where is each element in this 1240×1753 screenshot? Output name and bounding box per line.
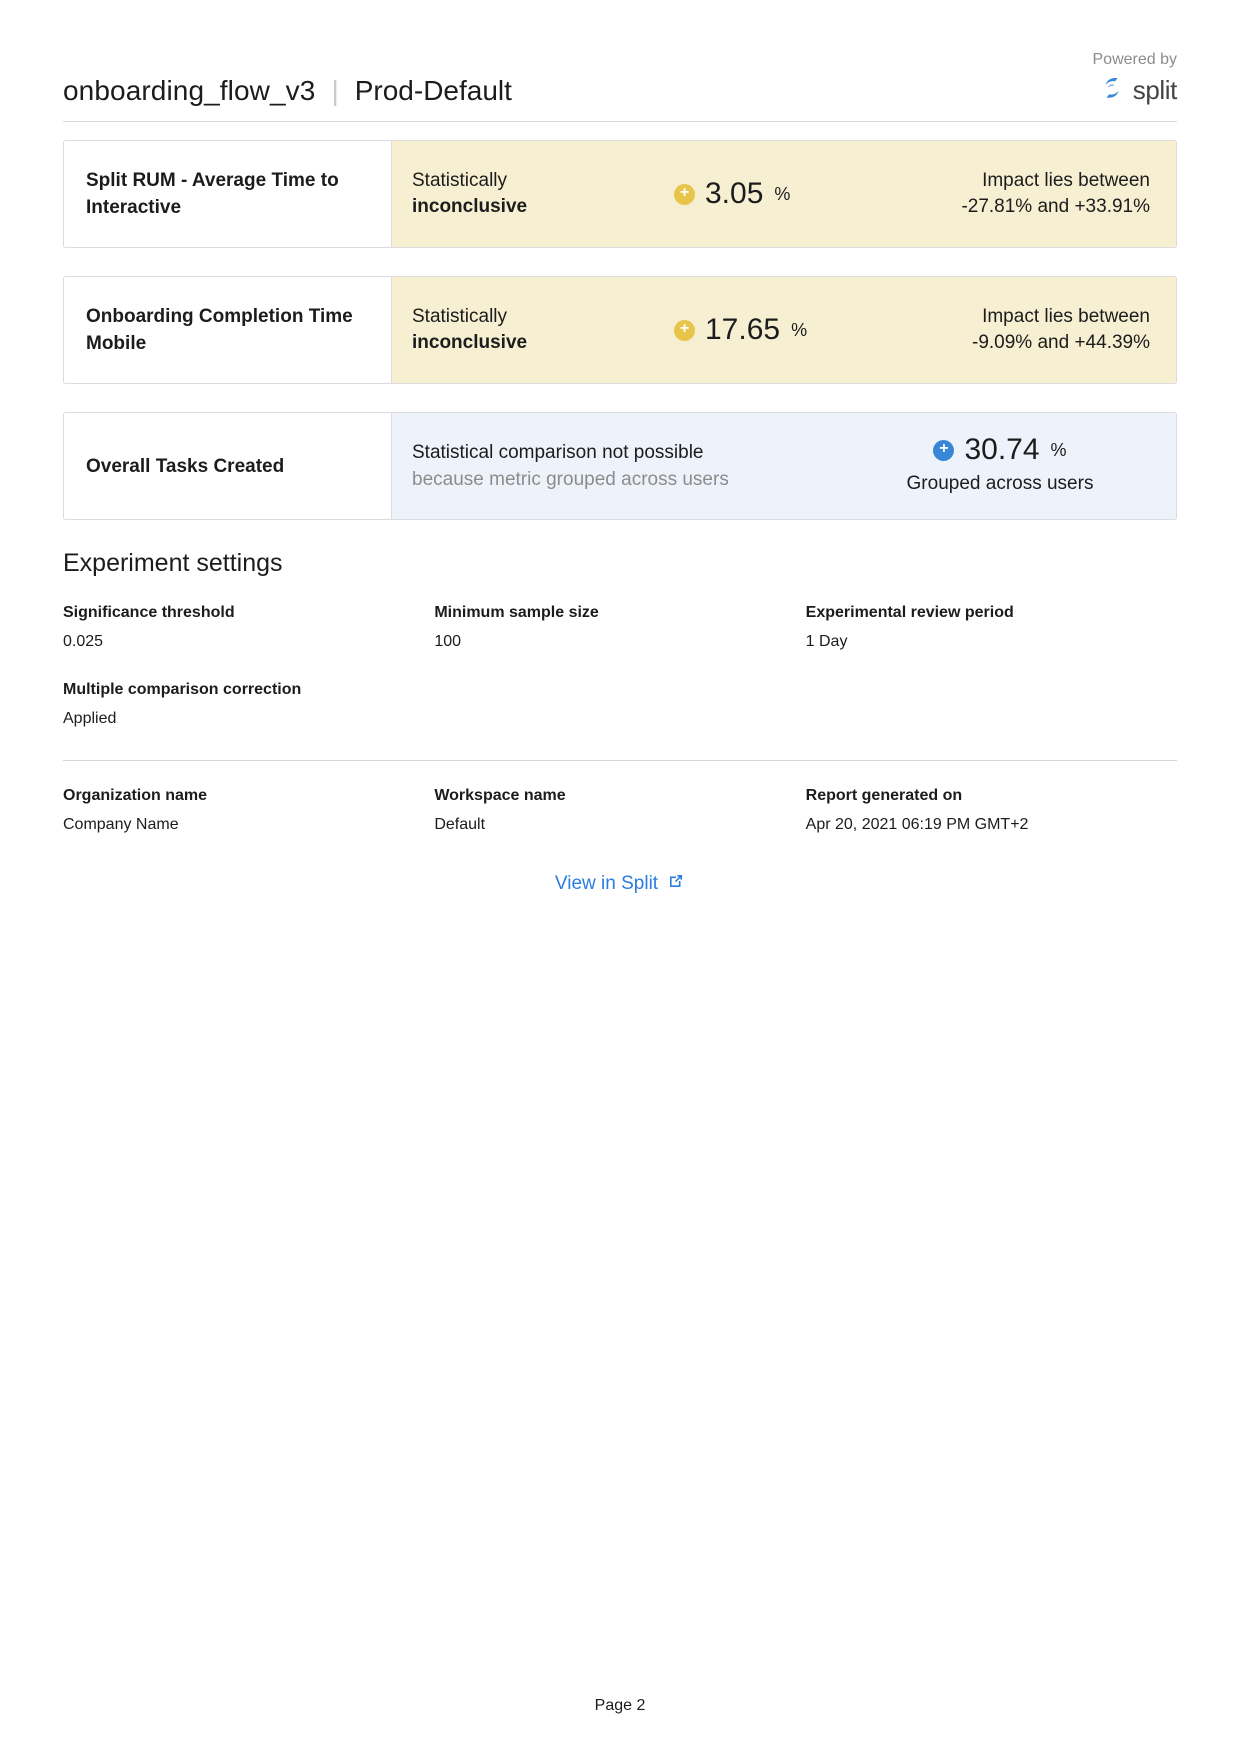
setting-label: Significance threshold [63,604,235,621]
external-link-icon [667,872,685,896]
page-number: Page 2 [594,1697,646,1714]
metric-status-line1: Statistically [412,170,508,191]
metric-status [412,304,662,356]
grouped-value-row [850,433,1150,467]
metric-value-block [674,313,864,347]
metric-value: 3.05 [705,177,764,210]
setting-value: Applied [63,710,117,727]
metric-unit: % [791,319,808,340]
metric-card [63,276,1177,384]
metric-impact-line2: -27.81% and +33.91% [961,196,1150,217]
setting-field [63,679,434,730]
metric-result [392,277,1176,383]
split-logo [1093,75,1178,106]
experiment-name: onboarding_flow_v3 [63,75,316,106]
plus-icon: + [674,320,695,341]
grouped-caption: Grouped across users [906,473,1094,494]
settings-section-title: Experiment settings [63,549,283,577]
metric-value-block [674,177,864,211]
metric-name: Split RUM - Average Time to Interactive [64,141,392,247]
page-footer [0,1697,1240,1715]
grouped-unit: % [1050,439,1067,460]
settings-row-1 [63,602,1177,653]
meta-value: Default [434,816,486,833]
metric-impact [876,304,1150,356]
metric-unit: % [774,183,791,204]
metric-impact-line2: -9.09% and +44.39% [972,332,1150,353]
metric-impact [876,168,1150,220]
grouped-value: 30.74 [964,433,1040,466]
settings-row-2 [63,679,1177,730]
metric-card-list [63,140,1177,520]
title-separator: | [331,75,339,106]
setting-field [63,602,434,653]
metric-result [392,141,1176,247]
metric-status-line2: inconclusive [412,196,528,217]
setting-label: Multiple comparison correction [63,681,302,698]
metric-name: Overall Tasks Created [64,413,392,519]
section-divider [63,760,1177,761]
metric-status-line1: Statistically [412,306,508,327]
report-meta-row [63,785,1177,836]
meta-label: Workspace name [434,787,566,804]
view-in-split-label: View in Split [554,873,659,894]
metric-name: Onboarding Completion Time Mobile [64,277,392,383]
metric-result-grouped [392,413,1176,519]
grouped-value-block [850,433,1150,499]
grouped-subtext: because metric grouped across users [412,469,729,490]
meta-label: Organization name [63,787,208,804]
setting-field-empty [806,679,1177,730]
metric-value: 17.65 [705,313,781,346]
split-logo-icon [1099,75,1125,106]
metric-card [63,140,1177,248]
grouped-explanation [412,439,838,493]
meta-value: Company Name [63,816,179,833]
metric-card-grouped [63,412,1177,520]
setting-label: Minimum sample size [434,604,599,621]
meta-value: Apr 20, 2021 06:19 PM GMT+2 [805,816,1029,833]
setting-field-empty [434,679,805,730]
view-in-split-link[interactable] [555,872,685,896]
meta-field [434,785,805,836]
brand-block [1093,50,1178,108]
view-link-container [63,872,1177,896]
setting-value: 100 [434,633,462,650]
page-title [63,74,512,108]
setting-value: 0.025 [63,633,104,650]
plus-icon: + [674,184,695,205]
setting-label: Experimental review period [805,604,1014,621]
meta-field [63,785,434,836]
metric-impact-line1: Impact lies between [982,306,1150,327]
setting-field [434,602,805,653]
metric-status [412,168,662,220]
setting-field [806,602,1177,653]
environment-name: Prod-Default [354,75,512,106]
grouped-headline: Statistical comparison not possible [412,442,704,463]
split-wordmark: split [1132,75,1177,105]
report-header [63,0,1177,122]
meta-label: Report generated on [805,787,963,804]
metric-status-line2: inconclusive [412,332,528,353]
plus-icon: + [933,440,954,461]
meta-field [806,785,1177,836]
metric-impact-line1: Impact lies between [982,170,1150,191]
powered-by-label: Powered by [1092,51,1177,68]
setting-value: 1 Day [805,633,848,650]
